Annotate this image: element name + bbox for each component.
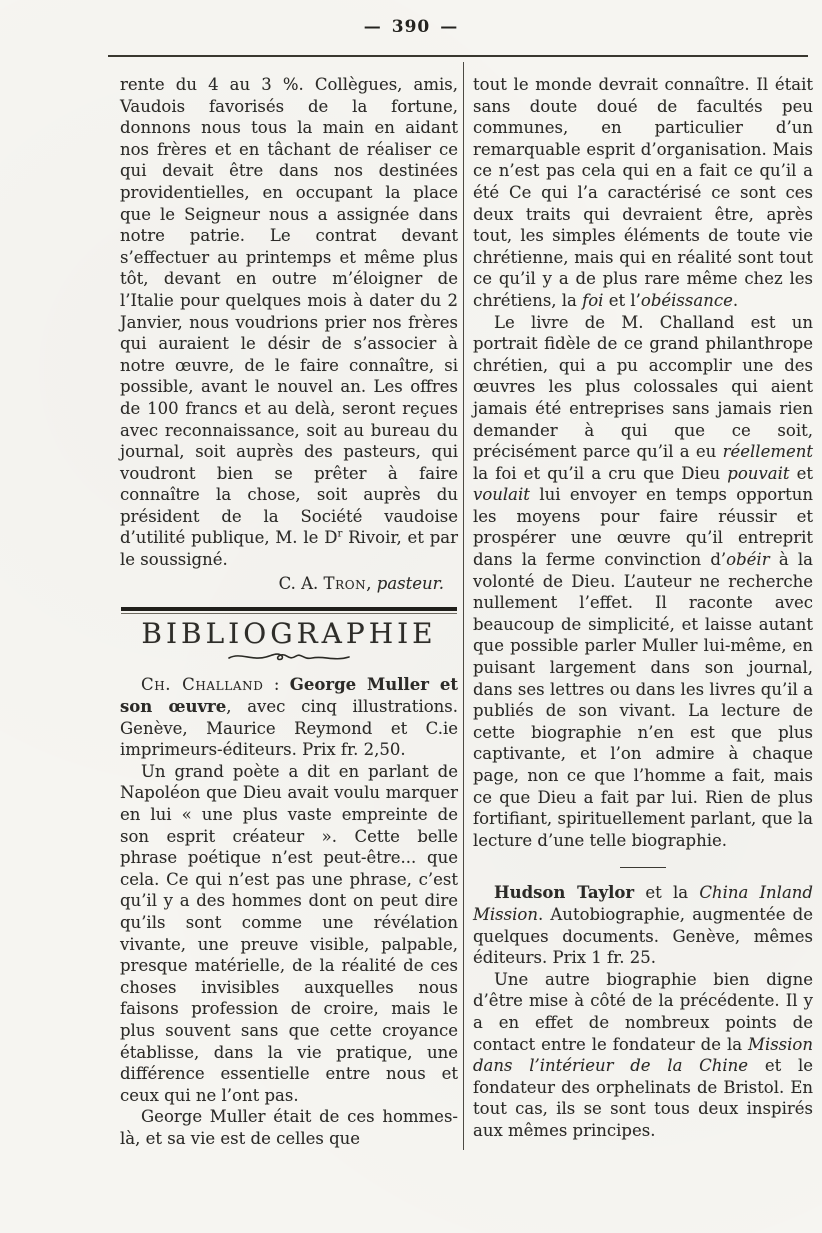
text-segment: à la volonté de Dieu. L’auteur ne recherche nullement l’effet. Il raconte avec beaucoup de simplicité, et laisse autant que possible parler Muller lui-même, en puisant largement dans son journal, dans ses lettres ou dans les livres qu’il a publiés de son vivant. La lecture de cette biographie n’en est que plus captivante, et l’on admire à chaque page, non ce que l’homme a fait, mais ce que Dieu a fait par lui. Rien de plus fortifiant, spirituellement parlant, que la lecture d’une telle biographie. [473,550,813,850]
text-segment: Hudson Taylor [494,883,635,903]
text-segment: et la [634,883,700,903]
text-segment: Mission dans l’intérieur de la Chine [473,1034,813,1076]
text-segment: , [366,573,377,593]
continuation-paragraph [120,74,458,571]
review-separator-rule [620,867,666,868]
right-column [473,62,813,1150]
text-segment: , avec cinq illustrations. Genève, Maurice Reymond et C.ie imprimeurs-éditeurs. Prix fr. 2,50. [120,697,458,760]
text-segment: obéissance [640,290,733,310]
paragraph [120,761,458,1107]
text-segment: . Autobiographie, augmentée de quelques documents. Genève, mêmes éditeurs. Prix 1 fr. 25. [473,904,813,968]
paragraph [473,312,813,852]
paragraph [473,969,813,1142]
bibliographie-section-title: BIBLIOGRAPHIE [141,617,437,651]
text-segment: rente du 4 au 3 %. Collègues, amis, Vaudois favorisés de la fortune, donnons nous tous la main en aidant nos frères et en tâchant de réaliser ce qui devait être dans nos destinées providentielles, en occupant la place que le Seigneur nous a assignée dans notre patrie. Le contrat devant s’effectuer au printemps et même plus tôt, devant en outre m’éloigner de l’Italie pour quelques mois à dater du 2 Janvier, nous voudrions prier nos frères qui auraient le désir de s’associer à notre œuvre, de le faire connaître, si possible, avant le nouvel an. Les offres de 100 francs et au delà, seront reçues avec reconnaissance, soit au bureau du journal, soit auprès des pasteurs, qui voudront bien se prêter à faire connaître la chose, soit auprès du président de la Société vaudoise d’utilité publique, M. le D [120,75,458,548]
signature-line [120,573,444,595]
header-rule [108,55,808,57]
page-number-header [0,17,822,37]
text-segment: Rivoir, et par le soussigné. [120,528,458,570]
text-segment: tout le monde devrait connaître. Il était sans doute doué de facultés peu communes, en particulier d’un remarquable esprit d’organisation. Mais ce n’est pas cela qui en a fait ce qu’il a été Ce qui l’a caractérisé ce sont ces deux traits qui devraient être, après tout, les simples éléments de toute vie chrétienne, mais qui en réalité sont tout ce qu’il y a de plus rare même chez les chrétiens, la [473,75,813,310]
text-segment: C. A. [278,573,324,593]
text-segment: pasteur. [376,573,444,593]
text-segment: foi [582,290,604,310]
text-segment: George Muller et son œuvre [120,675,458,717]
text-segment: et l’ [603,290,641,310]
text-segment: lui envoyer en temps opportun les moyens pour faire réussir et prospérer une œuvre qu’il entreprit dans la ferme convinction d’ [473,485,813,570]
text-segment: China Inland Mission [473,883,813,924]
text-segment: . [732,290,739,310]
paragraph [120,1106,458,1149]
text-segment: : [263,675,290,695]
text-segment: Une autre biographie bien digne d’être mise à côté de la précédente. Il y a en effet de nombreux points de contact entre le fondateur de la [473,969,813,1054]
page-number: 390 [391,17,431,37]
column-divider-rule [463,62,464,1150]
paragraph [473,882,813,968]
text-segment: réellement [722,442,813,462]
text-segment: Ch. Challand [141,675,264,695]
text-segment: pouvait [727,463,790,483]
text-segment: et le fondateur des orphelinats de Bristol. En tout cas, ils se sont tous deux inspirés aux mêmes principes. [473,1056,813,1140]
left-column [120,62,458,1150]
text-columns [120,62,814,1150]
text-segment: Le livre de M. Challand est un portrait fidèle de ce grand philanthrope chrétien, qui a pu accomplir une des œuvres les plus colossales qui aient jamais été entreprises sans jamais rien demander à qui que ce soit, précisément parce qu’il a eu [473,312,813,462]
header-left-dash: — [363,17,382,37]
text-segment: George Muller était de ces hommes-là, et sa vie est de celles que [120,1107,458,1148]
text-segment: r [337,528,343,540]
section-divider-rule [121,607,457,614]
header-right-dash: — [440,17,459,37]
text-segment: et [789,463,814,483]
continuation-paragraph [473,74,813,312]
text-segment: Tron [323,573,367,593]
text-segment: obéir [726,550,770,570]
text-segment: la foi et qu’il a cru que Dieu [473,463,728,483]
text-segment: Un grand poète a dit en parlant de Napoléon que Dieu avait voulu marquer en lui « une plus vaste empreinte de son esprit créateur ». Cette belle phrase poétique n’est peut-être... que cela. Ce qui n’est pas une phrase, c’est qu’il y a des hommes dont on peut dire qu’ils sont comme une révélation vivante, une preuve visible, palpable, presque matérielle, de la réalité de ces choses invisibles auxquelles nous faisons profession de croire, mais le plus souvent sans que cette croyance établisse, dans la vie pratique, une différence essentielle entre nous et ceux qui ne l’ont pas. [120,761,458,1105]
paragraph [120,674,458,760]
text-segment: voulait [473,485,530,505]
